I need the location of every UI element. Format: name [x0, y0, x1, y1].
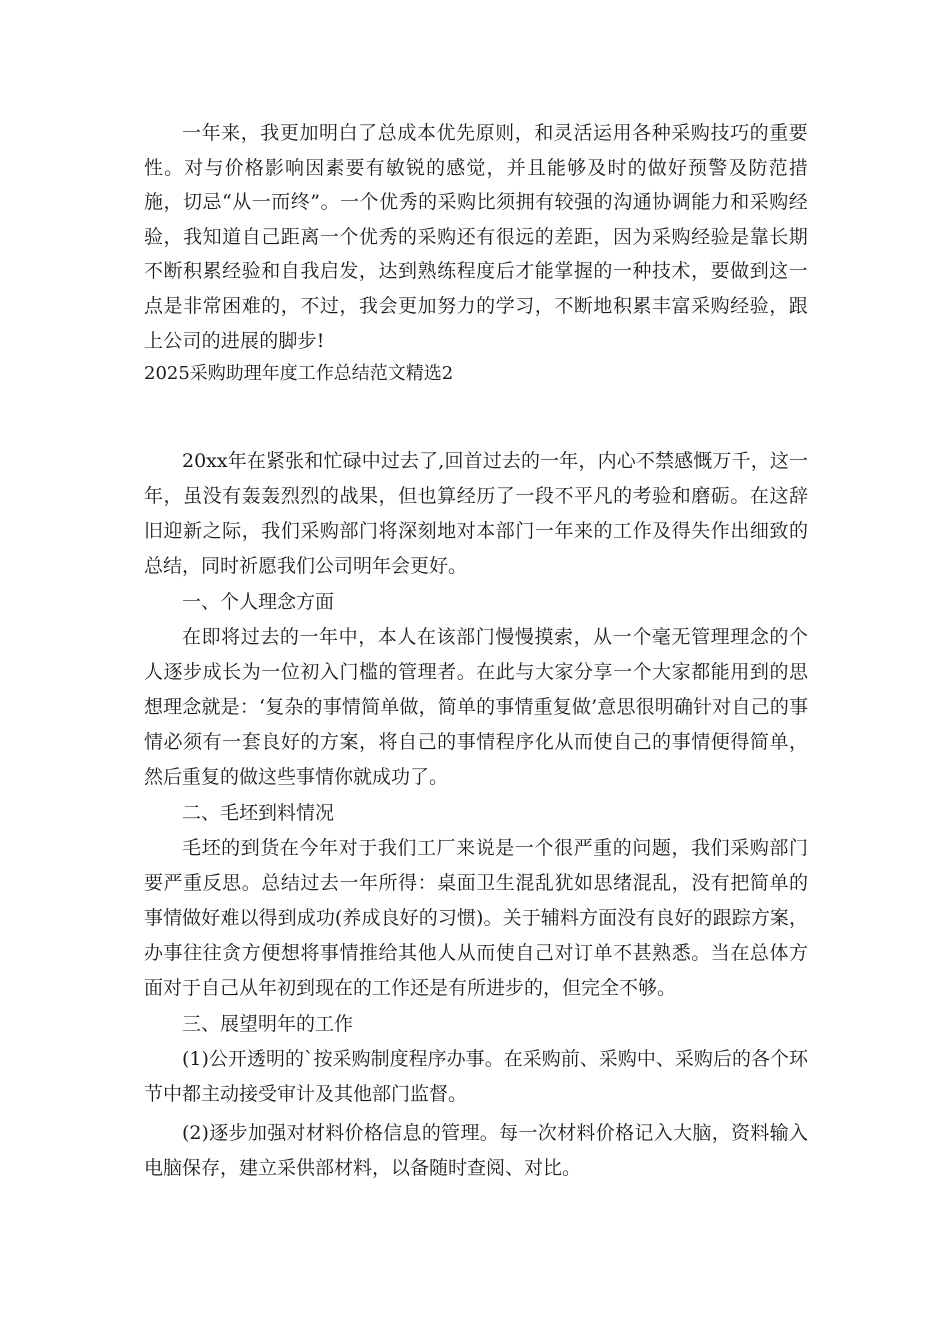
paragraph-blank-materials: 毛坯的到货在今年对于我们工厂来说是一个很严重的问题，我们采购部门要严重反思。总结过去一年所得：桌面卫生混乱犹如思绪混乱，没有把简单的事情做好难以得到成功(养成良好的习惯)。关于辅料方面没有良好的跟踪方案，办事往往贪方便想将事情推给其他人从而使自己对订单不甚熟悉。当在总体方面对于自己从年初到现在的工作还是有所进步的，但完全不够。: [144, 837, 808, 1000]
paragraph-personal-philosophy: 在即将过去的一年中，本人在该部门慢慢摸索，从一个毫无管理理念的个人逐步成长为一位初入门槛的管理者。在此与大家分享一个大家都能用到的思想理念就是：‘复杂的事情简单做，简单的事情重复做’意思很明确针对自己的事情必须有一套良好的方案，将自己的事情程序化从而使自己的事情便得简单，然后重复的做这些事情你就成功了。: [144, 626, 808, 789]
heading-blank-materials: 二、毛坯到料情况: [182, 802, 335, 825]
document-page: [144, 116, 808, 1186]
paragraph-intro: 20xx年在紧张和忙碌中过去了,回首过去的一年，内心不禁感慨万千，这一年，虽没有轰轰烈烈的战果，但也算经历了一段不平凡的考验和磨砺。在这辞旧迎新之际，我们采购部门将深刻地对本部门一年来的工作及得失作出细致的总结，同时祈愿我们公司明年会更好。: [144, 450, 808, 578]
list-item-2: (2)逐步加强对材料价格信息的管理。每一次材料价格记入大脑，资料输入电脑保存，建立采供部材料，以备随时查阅、对比。: [144, 1122, 808, 1180]
section-title: 2025采购助理年度工作总结范文精选2: [144, 363, 454, 385]
paragraph-conclusion: 一年来，我更加明白了总成本优先原则，和灵活运用各种采购技巧的重要性。对与价格影响因素要有敏锐的感觉，并且能够及时的做好预警及防范措施，切忌“从一而终”。一个优秀的采购比须拥有较强的沟通协调能力和采购经验，我知道自己距离一个优秀的采购还有很远的差距，因为采购经验是靠长期不断积累经验和自我启发，达到熟练程度后才能掌握的一种技术，要做到这一点是非常困难的，不过，我会更加努力的学习，不断地积累丰富采购经验，跟上公司的进展的脚步!: [144, 122, 808, 352]
heading-personal-philosophy: 一、个人理念方面: [182, 591, 335, 614]
heading-next-year-outlook: 三、展望明年的工作: [182, 1013, 354, 1036]
spacer: [144, 390, 808, 444]
list-item-1: (1)公开透明的`按采购制度程序办事。在采购前、采购中、采购后的各个环节中都主动接受审计及其他部门监督。: [144, 1048, 808, 1106]
